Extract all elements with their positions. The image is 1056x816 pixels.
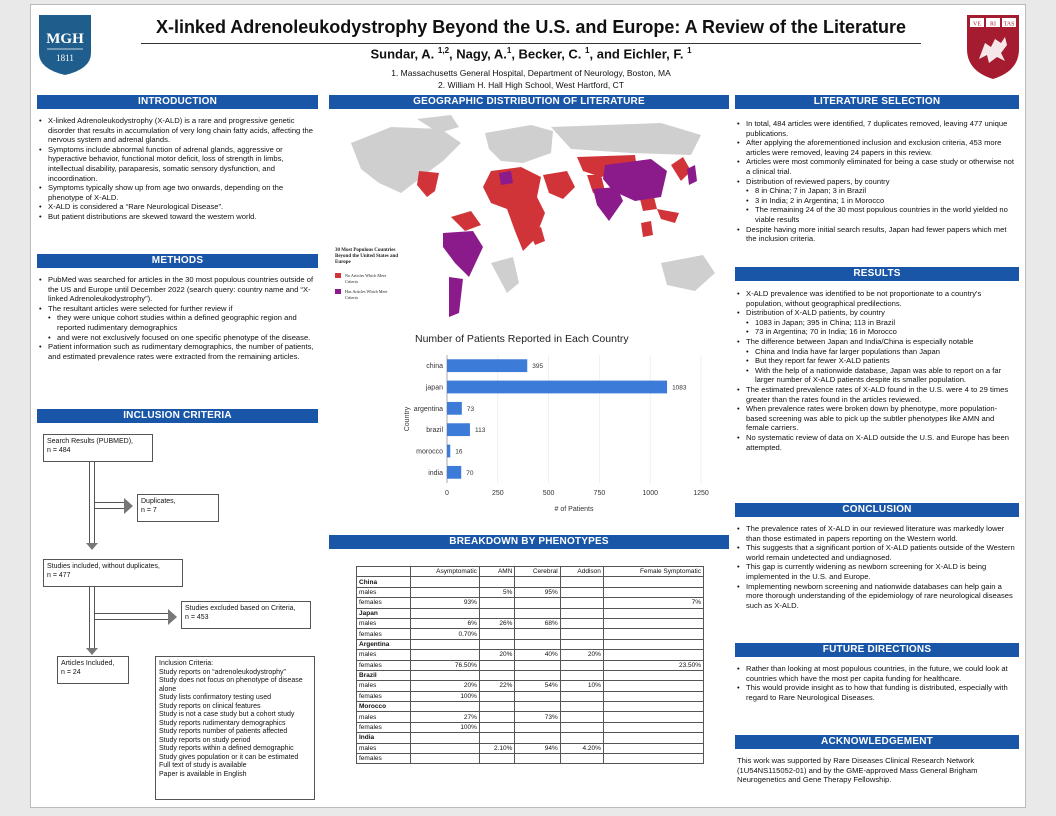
table-cell	[603, 733, 703, 743]
table-cell	[479, 754, 514, 764]
svg-text:1811: 1811	[56, 53, 74, 63]
bar-argentina	[447, 402, 462, 415]
table-cell	[515, 660, 560, 670]
list-item: • Articles were most commonly eliminated for being a case study or otherwise not a clinical trial.	[737, 157, 1017, 176]
methods-header: METHODS	[37, 254, 318, 268]
table-cell: males	[357, 681, 411, 691]
list-item: • Symptoms typically show up from age two onwards, depending on the phenotype of X-ALD.	[39, 183, 315, 202]
list-item: • The estimated prevalence rates of X-ALD found in the U.S. were 4 to 29 times greater than the rates found in the articles reviewed.	[737, 385, 1017, 404]
x-tick-label: 1000	[642, 490, 658, 497]
table-cell: India	[357, 733, 411, 743]
list-item: • China and India have far larger populations than Japan	[737, 347, 1017, 357]
data-label: 113	[474, 427, 486, 435]
criteria-item: Study reports on clinical features	[159, 702, 261, 710]
list-item: • The prevalence rates of X-ALD in our reviewed literature was markedly lower than those estimated in papers reporting on the Western world.	[737, 524, 1017, 543]
table-cell	[603, 681, 703, 691]
table-cell	[603, 629, 703, 639]
table-cell: 27%	[410, 712, 479, 722]
table-cell	[515, 670, 560, 680]
y-tick-label: india	[428, 469, 443, 477]
table-cell	[410, 743, 479, 753]
table-cell	[603, 650, 703, 660]
table-cell: 20%	[410, 681, 479, 691]
flow-search-results: Search Results (PUBMED), n = 484	[43, 434, 153, 462]
data-label: 70	[466, 469, 474, 477]
table-cell: 40%	[515, 650, 560, 660]
table-cell	[479, 639, 514, 649]
table-row	[357, 712, 704, 722]
table-row	[357, 691, 704, 701]
table-cell: Female Symptomatic	[603, 567, 703, 577]
map-legend-title: 30 Most Populous Countries Beyond the United States and Europe	[335, 248, 399, 265]
table-cell	[479, 691, 514, 701]
list-item: • When prevalence rates were broken down by phenotype, more population-based screening was able to pick up the subtler phenotypes like AMN and female carriers.	[737, 404, 1017, 433]
criteria-item: Study lists confirmatory testing used	[159, 694, 272, 701]
table-cell	[515, 722, 560, 732]
list-item: • 8 in China; 7 in Japan; 3 in Brazil	[737, 186, 1017, 196]
table-cell: males	[357, 587, 411, 597]
table-cell	[479, 629, 514, 639]
list-item: • This suggests that a significant portion of X-ALD patients outside of the Western world remain undetected and undiagnosed.	[737, 543, 1017, 562]
table-row	[357, 598, 704, 608]
table-cell	[560, 722, 603, 732]
table-cell: China	[357, 577, 411, 587]
list-item: • 73 in Argentina; 70 in India; 16 in Morocco	[737, 327, 1017, 337]
criteria-item: Study reports rudimentary demographics	[159, 719, 286, 727]
table-group-row	[357, 670, 704, 680]
poster-title: X-linked Adrenoleukodystrophy Beyond the U.S. and Europe: A Review of the Literature	[155, 17, 907, 37]
table-cell	[560, 598, 603, 608]
table-cell: 73%	[515, 712, 560, 722]
acknowledgement-text: This work was supported by Rare Diseases Clinical Research Network (1U54NS115052-01) and by the GME-approved Mass General Brigham Neurogenetics and Gene Therapy Fellowship.	[737, 756, 978, 785]
table-cell: 93%	[410, 598, 479, 608]
table-cell: 6%	[410, 618, 479, 628]
y-tick-label: brazil	[426, 427, 443, 435]
x-tick-label: 250	[491, 490, 504, 497]
table-cell	[479, 702, 514, 712]
y-tick-label: china	[426, 363, 443, 371]
chart-title: Number of Patients Reported in Each Country	[415, 333, 629, 345]
table-cell	[603, 722, 703, 732]
criteria-item: Full text of study is available	[159, 762, 247, 769]
table-cell: females	[357, 660, 411, 670]
table-group-row	[357, 639, 704, 649]
table-cell	[515, 691, 560, 701]
future-header: FUTURE DIRECTIONS	[735, 643, 1019, 657]
list-item: • No systematic review of data on X-ALD outside the U.S. and Europe has been attempted.	[737, 433, 1017, 452]
table-cell: 2.10%	[479, 743, 514, 753]
table-cell	[560, 577, 603, 587]
table-group-row	[357, 608, 704, 618]
legend-label-no-articles: No Articles Which Meet Criteria	[345, 273, 386, 284]
table-cell	[603, 608, 703, 618]
table-cell	[357, 567, 411, 577]
list-item: • But patient distributions are skewed toward the western world.	[39, 212, 315, 222]
table-cell	[560, 702, 603, 712]
table-cell	[479, 670, 514, 680]
flow-arrow-right	[95, 613, 169, 620]
literature-text	[737, 119, 1017, 244]
flow-duplicates: Duplicates, n = 7	[137, 494, 219, 522]
table-cell	[603, 702, 703, 712]
conclusion-text	[737, 524, 1017, 610]
legend-swatch-has-articles	[335, 289, 341, 294]
bar-china	[447, 359, 527, 372]
table-cell	[560, 608, 603, 618]
list-item: • Symptoms include abnormal function of adrenal glands, aggressive or hyperactive behavior, functional motor deficit, loss of strength in limbs, intellectual disability, paraparesis, somatic sensory dysfunction, and incoordination.	[39, 145, 315, 183]
list-item: • 3 in India; 2 in Argentina; 1 in Morocco	[737, 196, 1017, 206]
criteria-item: Study reports on study period	[159, 736, 251, 744]
table-cell: females	[357, 598, 411, 608]
inclusion-header: INCLUSION CRITERIA	[37, 409, 318, 423]
table-cell	[515, 754, 560, 764]
table-cell: Japan	[357, 608, 411, 618]
x-tick-label: 750	[593, 490, 606, 497]
table-cell: females	[357, 754, 411, 764]
geography-header: GEOGRAPHIC DISTRIBUTION OF LITERATURE	[329, 95, 729, 109]
table-cell: AMN	[479, 567, 514, 577]
list-item: • and were not exclusively focused on one specific phenotype of the disease.	[39, 333, 315, 343]
y-tick-label: japan	[425, 384, 443, 392]
table-cell	[603, 639, 703, 649]
table-cell: Brazil	[357, 670, 411, 680]
table-cell	[603, 587, 703, 597]
table-cell: males	[357, 618, 411, 628]
table-cell	[479, 712, 514, 722]
table-cell	[603, 743, 703, 753]
svg-text:MGH: MGH	[46, 31, 84, 47]
table-row	[357, 587, 704, 597]
table-cell: males	[357, 743, 411, 753]
table-cell	[560, 587, 603, 597]
table-cell	[515, 733, 560, 743]
table-cell	[410, 733, 479, 743]
flow-excluded: Studies excluded based on Criteria, n = 453	[181, 601, 311, 629]
list-item: • In total, 484 articles were identified, 7 duplicates removed, leaving 477 unique publications.	[737, 119, 1017, 138]
list-item: • With the help of a nationwide database, Japan was able to report on a far larger number of X-ALD patients despite its smaller population.	[737, 366, 1017, 385]
table-row	[357, 754, 704, 764]
table-cell: males	[357, 712, 411, 722]
conclusion-header: CONCLUSION	[735, 503, 1019, 517]
table-cell	[515, 702, 560, 712]
world-map	[331, 113, 727, 323]
flow-included: Articles Included, n = 24	[57, 656, 129, 684]
table-cell: 76.50%	[410, 660, 479, 670]
table-cell	[515, 608, 560, 618]
criteria-item: Study is not a case study but a cohort study	[159, 711, 295, 718]
table-cell	[410, 577, 479, 587]
table-row	[357, 660, 704, 670]
list-item: • X-linked Adrenoleukodystrophy (X-ALD) is a rare and progressive genetic disorder that results in accumulation of very long chain fatty acids, affecting the nervous system and adrenal glands.	[39, 116, 315, 145]
criteria-title: Inclusion Criteria:	[159, 660, 214, 667]
table-cell	[560, 712, 603, 722]
phenotypes-header: BREAKDOWN BY PHENOTYPES	[329, 535, 729, 549]
mgh-logo	[37, 13, 93, 77]
table-cell	[515, 598, 560, 608]
harvard-shield-logo	[965, 13, 1021, 81]
table-cell	[603, 670, 703, 680]
table-cell	[479, 660, 514, 670]
table-cell	[410, 608, 479, 618]
list-item: • This would provide insight as to how that funding is distributed, especially with regard to Rare Neurological Diseases.	[737, 683, 1017, 702]
table-row	[357, 722, 704, 732]
table-cell	[603, 618, 703, 628]
criteria-box	[155, 656, 315, 800]
list-item: • 1083 in Japan; 395 in China; 113 in Brazil	[737, 318, 1017, 328]
list-item: • Implementing newborn screening and nationwide databases can help gain a more thorough understanding of the epidemiology of rare neurological diseases such as X-ALD.	[737, 582, 1017, 611]
criteria-item: Paper is available in English	[159, 770, 247, 778]
methods-text	[39, 275, 315, 361]
table-cell: 100%	[410, 691, 479, 701]
data-label: 395	[532, 363, 544, 371]
poster	[30, 4, 1026, 808]
table-cell: 22%	[479, 681, 514, 691]
table-cell: 23.50%	[603, 660, 703, 670]
table-cell: Asymptomatic	[410, 567, 479, 577]
bar-japan	[447, 381, 667, 394]
list-item: • X-ALD is considered a “Rare Neurological Disease”.	[39, 202, 315, 212]
bar-chart	[365, 349, 709, 519]
table-cell: 94%	[515, 743, 560, 753]
table-cell: males	[357, 650, 411, 660]
list-item: • they were unique cohort studies within a defined geographic region and reported rudimentary demographics	[39, 313, 315, 332]
table-row	[357, 650, 704, 660]
x-axis-label: # of Patients	[554, 506, 594, 513]
table-group-row	[357, 577, 704, 587]
data-label: 73	[466, 405, 475, 413]
table-cell	[410, 754, 479, 764]
data-label: 16	[455, 448, 463, 456]
table-cell	[410, 702, 479, 712]
svg-text:VE: VE	[973, 21, 981, 28]
table-cell	[560, 733, 603, 743]
table-cell	[560, 754, 603, 764]
title-rule	[141, 43, 921, 44]
introduction-header: INTRODUCTION	[37, 95, 318, 109]
table-cell	[560, 618, 603, 628]
table-cell	[410, 587, 479, 597]
table-cell	[560, 691, 603, 701]
list-item: • Rather than looking at most populous countries, in the future, we could look at countries which have the most per capita funding for healthcare.	[737, 664, 1017, 683]
literature-header: LITERATURE SELECTION	[735, 95, 1019, 109]
flow-arrow-right	[95, 502, 125, 509]
table-cell	[603, 691, 703, 701]
table-row	[357, 743, 704, 753]
table-cell: 95%	[515, 587, 560, 597]
authors: Sundar, A. $^{1,2}$, Nagy, A.$^1$, Becker, C. $^1$, and Eichler, F. $^1$	[370, 46, 692, 62]
list-item: • X-ALD prevalence was identified to be not proportionate to a country's population, without geographical predilections.	[737, 289, 1017, 308]
table-cell: 100%	[410, 722, 479, 732]
table-header-row	[357, 567, 704, 577]
table-cell: 68%	[515, 618, 560, 628]
criteria-item: Study does not focus on phenotype of disease alone	[159, 677, 303, 693]
table-cell: 26%	[479, 618, 514, 628]
y-tick-label: morocco	[416, 448, 443, 456]
table-cell: Argentina	[357, 639, 411, 649]
bar-india	[447, 466, 461, 479]
results-text	[737, 289, 1017, 452]
legend-swatch-no-articles	[335, 273, 341, 278]
table-cell	[515, 577, 560, 587]
list-item: • The resultant articles were selected for further review if	[39, 304, 315, 314]
data-label: 1083	[672, 384, 687, 392]
y-axis-label: Country	[404, 406, 411, 432]
list-item: • Despite having more initial search results, Japan had fewer papers which met the inclusion criteria.	[737, 225, 1017, 244]
table-cell	[560, 629, 603, 639]
table-row	[357, 681, 704, 691]
x-tick-label: 0	[445, 490, 449, 497]
table-cell: females	[357, 629, 411, 639]
table-cell	[479, 577, 514, 587]
list-item: • After applying the aforementioned inclusion and exclusion criteria, 453 more articles were removed, leaving 24 papers in this review.	[737, 138, 1017, 157]
list-item: • This gap is currently widening as newborn screening for X-ALD is being implemented in the U.S. and Europe.	[737, 562, 1017, 581]
table-cell	[603, 577, 703, 587]
table-cell	[479, 598, 514, 608]
table-cell: Morocco	[357, 702, 411, 712]
table-cell: 20%	[560, 650, 603, 660]
table-cell	[479, 733, 514, 743]
table-cell	[603, 754, 703, 764]
table-cell	[560, 670, 603, 680]
list-item: • Patient information such as rudimentary demographics, the number of patients, and estimated prevalence rates were extracted from the remaining articles.	[39, 342, 315, 361]
table-cell: 7%	[603, 598, 703, 608]
flow-no-duplicates: Studies included, without duplicates, n = 477	[43, 559, 183, 587]
table-cell	[479, 608, 514, 618]
table-cell: females	[357, 722, 411, 732]
list-item: • PubMed was searched for articles in the 30 most populous countries outside of the US and Europe until December 2022 (search query: country name and “X-linked Adrenoleukodystrophy”).	[39, 275, 315, 304]
table-cell	[410, 650, 479, 660]
criteria-item: Study reports number of patients affected	[159, 728, 288, 735]
svg-text:RI: RI	[990, 21, 996, 28]
table-cell	[479, 722, 514, 732]
criteria-item: Study reports within a defined demographic	[159, 745, 294, 752]
list-item: • But they report far fewer X-ALD patients	[737, 356, 1017, 366]
table-cell: 20%	[479, 650, 514, 660]
table-cell: Addison	[560, 567, 603, 577]
table-group-row	[357, 702, 704, 712]
table-row	[357, 629, 704, 639]
legend-label-has-articles: Has Articles Which Meet Criteria	[345, 289, 388, 300]
table-cell: 0.70%	[410, 629, 479, 639]
results-header: RESULTS	[735, 267, 1019, 281]
table-cell	[560, 660, 603, 670]
list-item: • The difference between Japan and India/China is especially notable	[737, 337, 1017, 347]
acknowledgement-header: ACKNOWLEDGEMENT	[735, 735, 1019, 749]
x-tick-label: 500	[542, 490, 555, 497]
table-cell: 10%	[560, 681, 603, 691]
introduction-text	[39, 116, 315, 222]
table-cell	[560, 639, 603, 649]
table-cell: 5%	[479, 587, 514, 597]
table-cell: females	[357, 691, 411, 701]
y-tick-label: argentina	[413, 405, 443, 413]
phenotype-table	[356, 566, 704, 764]
list-item: • Distribution of reviewed papers, by country	[737, 177, 1017, 187]
svg-text:TAS: TAS	[1003, 21, 1015, 28]
future-text	[737, 664, 1017, 702]
table-cell	[410, 639, 479, 649]
table-cell: 54%	[515, 681, 560, 691]
criteria-item: Study reports on “adrenoleukodystrophy”	[159, 668, 286, 676]
table-cell	[515, 629, 560, 639]
bar-brazil	[447, 423, 470, 436]
table-row	[357, 618, 704, 628]
bar-morocco	[447, 445, 450, 458]
table-cell	[515, 639, 560, 649]
table-cell	[410, 670, 479, 680]
table-cell	[603, 712, 703, 722]
x-tick-label: 1250	[693, 490, 709, 497]
list-item: • The remaining 24 of the 30 most populous countries in the world yielded no viable results	[737, 205, 1017, 224]
affiliations: 1. Massachusetts General Hospital, Department of Neurology, Boston, MA 2. William H. Hall High School, West Hartford, CT	[391, 68, 671, 90]
table-cell: 4.20%	[560, 743, 603, 753]
table-group-row	[357, 733, 704, 743]
list-item: • Distribution of X-ALD patients, by country	[737, 308, 1017, 318]
criteria-item: Study gives population or it can be estimated	[159, 753, 299, 761]
table-cell: Cerebral	[515, 567, 560, 577]
